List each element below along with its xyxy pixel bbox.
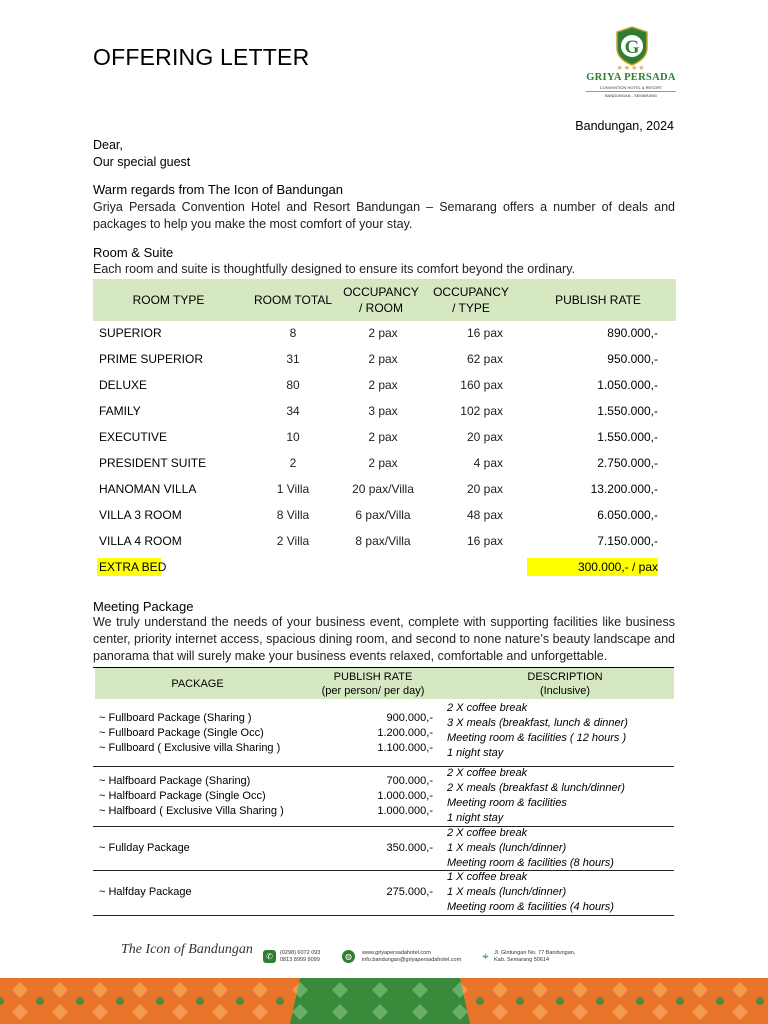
room-publish-rate: 890.000,- [607,326,658,340]
extra-bed-rate: 300.000,- / pax [577,560,658,574]
meeting-package-name: ~ Halfday Package [99,886,192,898]
meeting-description-line: Meeting room & facilities (8 hours) [447,857,614,869]
logo-letter: G [624,37,640,58]
room-occupancy-type: 48 pax [466,508,503,522]
meeting-description-line: 2 X meals (breakfast & lunch/dinner) [447,782,625,794]
room-publish-rate: 1.550.000,- [597,430,658,444]
room-publish-rate: 2.750.000,- [597,456,658,470]
meeting-description-line: 1 X meals (lunch/dinner) [447,886,567,898]
meeting-package-list [99,841,190,856]
room-total: 2 [289,456,297,470]
room-total: 8 [289,326,297,340]
meeting-table-header [95,668,674,699]
meeting-package-list [99,885,192,900]
room-total: 31 [286,352,300,366]
room-row [93,477,676,501]
room-type: EXECUTIVE [99,430,168,444]
extra-bed-row [93,555,676,579]
meeting-package-price: 350.000,- [386,841,433,854]
logo-location: BANDUNGAN - SEMARANG [604,93,657,98]
col-description-line2: (Inclusive) [539,684,591,697]
room-total: 1 Villa [276,482,310,496]
meeting-description-line: 2 X coffee break [447,702,528,714]
address-line-2: Kab. Semarang 50614 [494,957,550,963]
meeting-price-list [330,841,433,856]
logo-emblem-icon [614,26,650,66]
meeting-heading: Meeting Package [93,599,194,614]
col-room-type: ROOM TYPE [132,293,205,307]
col-occupancy-type: OCCUPANCY / TYPE [433,285,509,315]
hotel-logo [584,26,678,104]
meeting-description: We truly understand the needs of your business event, complete with supporting facilities like business center, priority internet access, spacious dining room, and second to none nature’s beauty landscape and panorama that will surely make your business events relaxed, comfortable and unforgettable. [93,615,675,663]
room-type: HANOMAN VILLA [99,482,197,496]
meeting-description-line: Meeting room & facilities [447,797,567,809]
meeting-description-line: 2 X coffee break [447,767,528,779]
col-room-total: ROOM TOTAL [253,293,332,307]
col-description-line1: DESCRIPTION [527,670,603,683]
signature: The Icon of Bandungan [121,942,253,957]
room-occupancy-type: 16 pax [466,326,503,340]
meeting-package-name: ~ Fullboard Package (Single Occ) [99,727,264,739]
room-total: 10 [286,430,300,444]
col-package: PACKAGE [171,677,224,690]
website-link[interactable]: www.griyapersadahotel.com [362,950,431,956]
meeting-package-price: 700.000,- [386,774,433,787]
meeting-package-list [99,774,284,819]
meeting-package-price: 1.200.000,- [377,727,433,739]
room-publish-rate: 1.550.000,- [597,404,658,418]
room-type: SUPERIOR [99,326,162,340]
room-table-header [93,279,676,321]
meeting-description-line: 1 X coffee break [447,871,528,883]
logo-stars: ★★★★ [616,65,646,72]
extra-bed-label: EXTRA BED [99,560,167,574]
meeting-price-list [330,774,433,819]
meeting-package-description [447,701,628,761]
location-pin-icon: ⌖ [482,949,489,963]
room-row [93,347,676,371]
meeting-description-line: 3 X meals (breakfast, lunch & dinner) [447,717,628,729]
meeting-row-divider [93,915,674,916]
page-title: OFFERING LETTER [93,44,310,70]
meeting-description-line: 1 night stay [447,747,504,759]
room-occupancy-room: 6 pax/Villa [355,508,411,522]
meeting-package-list [99,711,280,756]
room-occupancy-room: 2 pax [368,378,398,392]
room-type: DELUXE [99,378,148,392]
room-occupancy-room: 8 pax/Villa [355,534,411,548]
meeting-package-description [447,870,614,915]
meeting-description-line: 1 X meals (lunch/dinner) [447,842,567,854]
meeting-package-price: 900.000,- [386,712,433,724]
meeting-package-price: 1.100.000,- [377,742,433,754]
room-publish-rate: 7.150.000,- [597,534,658,548]
meeting-package-name: ~ Fullboard Package (Sharing ) [99,712,252,724]
room-occupancy-room: 2 pax [368,430,398,444]
room-row [93,425,676,449]
phone-number-2: 0813 8999 9099 [280,957,320,963]
room-row [93,529,676,553]
room-type: VILLA 3 ROOM [99,508,182,522]
room-occupancy-type: 16 pax [466,534,503,548]
room-publish-rate: 13.200.000,- [590,482,658,496]
col-meeting-rate-line1: PUBLISH RATE [333,670,413,683]
room-occupancy-room: 3 pax [368,404,398,418]
meeting-package-name: ~ Halfboard ( Exclusive Villa Sharing ) [99,804,284,817]
meeting-package-name: ~ Halfboard Package (Single Occ) [99,789,266,802]
address-line-1: Jl. Gintungan No. 77 Bandungan, [494,950,576,956]
logo-name: GRIYA PERSADA [586,72,676,83]
meeting-description-line: Meeting room & facilities (4 hours) [447,901,614,913]
room-occupancy-room: 20 pax/Villa [352,482,414,496]
room-publish-rate: 6.050.000,- [597,508,658,522]
room-type: FAMILY [99,404,141,418]
rooms-heading: Room & Suite [93,245,174,260]
meeting-package-name: ~ Fullday Package [99,841,190,854]
footer-pattern-band [0,978,768,1024]
room-row [93,321,676,345]
meeting-description-line: 1 night stay [447,812,504,824]
room-total: 2 Villa [276,534,310,548]
meeting-price-list [330,711,433,756]
meeting-package-name: ~ Halfboard Package (Sharing) [99,774,251,787]
room-occupancy-room: 2 pax [368,326,398,340]
logo-subtitle: CONVENTION HOTEL & RESORT [599,85,663,90]
meeting-description-line: 2 X coffee break [447,827,528,839]
email-link[interactable]: info.bandungan@griyapersadahotel.com [362,957,462,963]
room-publish-rate: 950.000,- [607,352,658,366]
room-row [93,373,676,397]
intro-paragraph: Griya Persada Convention Hotel and Resort Bandungan – Semarang offers a number of deals and packages to help you make the most comfort of your stay. [93,200,675,231]
room-publish-rate: 1.050.000,- [597,378,658,392]
room-occupancy-type: 160 pax [460,378,503,392]
room-total: 80 [286,378,300,392]
phone-number-1: (0298) 6072 093 [280,950,321,956]
col-meeting-rate [308,668,438,699]
col-meeting-rate-line2: (per person/ per day) [321,684,425,697]
room-row [93,503,676,527]
meeting-package-description [447,826,614,871]
recipient: Our special guest [93,155,191,169]
rooms-description: Each room and suite is thoughtfully designed to ensure its comfort beyond the ordinary. [93,262,575,276]
web-contact [362,950,461,964]
room-occupancy-type: 102 pax [460,404,503,418]
globe-icon: ◍ [342,950,355,963]
room-total: 34 [286,404,300,418]
room-type: VILLA 4 ROOM [99,534,182,548]
room-occupancy-type: 20 pax [466,482,503,496]
room-total: 8 Villa [276,508,310,522]
col-description [495,668,635,699]
meeting-package-name: ~ Fullboard ( Exclusive villa Sharing ) [99,742,281,754]
meeting-package-price: 275.000,- [386,886,433,898]
room-row [93,451,676,475]
room-type: PRIME SUPERIOR [99,352,204,366]
room-occupancy-type: 62 pax [466,352,503,366]
letter-date: Bandungan, 2024 [575,119,674,133]
regards-heading: Warm regards from The Icon of Bandungan [93,182,344,197]
room-type: PRESIDENT SUITE [99,456,207,470]
room-occupancy-room: 2 pax [368,456,398,470]
meeting-package-description [447,766,625,826]
col-publish-rate: PUBLISH RATE [555,293,641,307]
meeting-description-line: Meeting room & facilities ( 12 hours ) [447,732,627,744]
meeting-package-price: 1.000.000,- [377,804,433,817]
room-occupancy-type: 4 pax [473,456,503,470]
greeting: Dear, [93,138,123,152]
logo-divider [586,91,676,92]
phone-contact [280,950,320,964]
address [494,950,575,964]
room-occupancy-room: 2 pax [368,352,398,366]
meeting-package-price: 1.000.000,- [377,789,433,802]
room-row [93,399,676,423]
meeting-price-list [330,885,433,900]
whatsapp-icon: ✆ [263,950,276,963]
room-occupancy-type: 20 pax [466,430,503,444]
col-occupancy-room: OCCUPANCY / ROOM [343,285,419,315]
